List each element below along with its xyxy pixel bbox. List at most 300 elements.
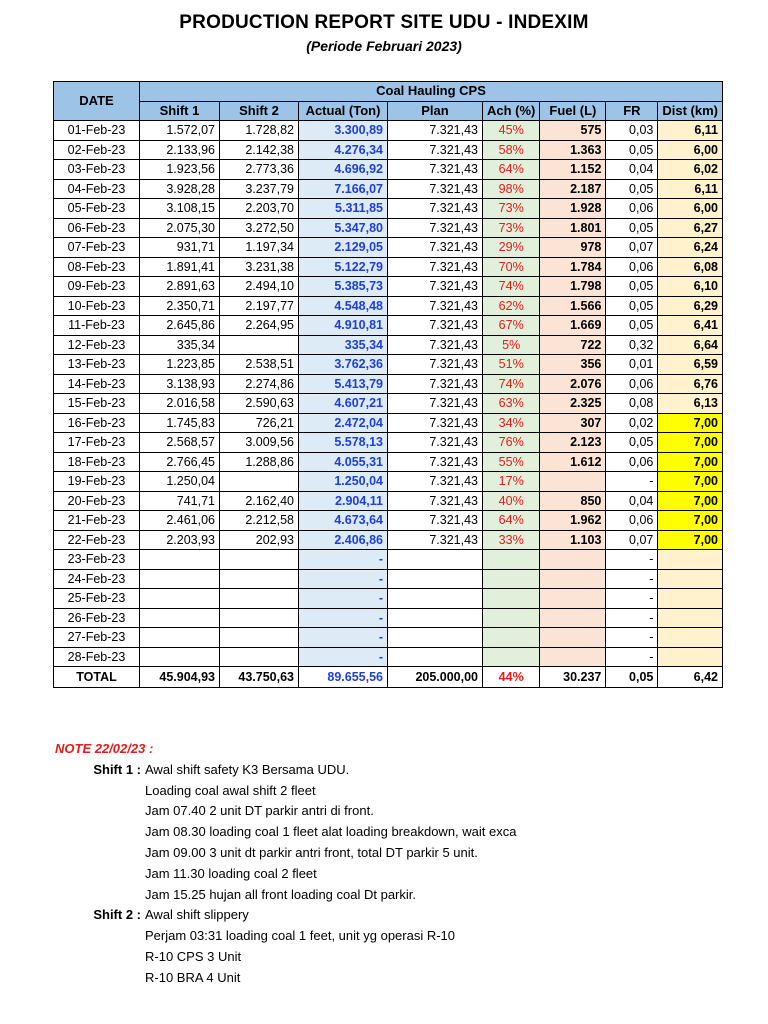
cell-date: 24-Feb-23 [54, 569, 140, 589]
notes-section [55, 739, 516, 989]
cell-date: 16-Feb-23 [54, 413, 140, 433]
cell-shift1: 1.572,07 [140, 121, 220, 141]
shift1-label: Shift 1 : [93, 761, 141, 777]
cell-dist: 6,00 [658, 140, 723, 160]
shift2-note [55, 905, 516, 988]
cell-fuel: 1.669 [540, 316, 606, 336]
cell-actual: 4.276,34 [299, 140, 388, 160]
cell-ach: 74% [483, 277, 540, 297]
cell-fr: 0,06 [606, 452, 658, 472]
cell-plan: 7.321,43 [388, 257, 483, 277]
total-label: TOTAL [54, 667, 140, 688]
shift2-label: Shift 2 : [93, 907, 141, 923]
cell-shift2: 1.288,86 [220, 452, 299, 472]
cell-actual: 5.578,13 [299, 433, 388, 453]
cell-shift2: 2.773,36 [220, 160, 299, 180]
cell-shift2 [220, 589, 299, 609]
cell-date: 27-Feb-23 [54, 628, 140, 648]
table-row [54, 335, 723, 355]
cell-ach [483, 608, 540, 628]
cell-date: 21-Feb-23 [54, 511, 140, 531]
cell-actual: 5.311,85 [299, 199, 388, 219]
cell-ach: 29% [483, 238, 540, 258]
cell-date: 08-Feb-23 [54, 257, 140, 277]
table-row [54, 550, 723, 570]
cell-fr: 0,06 [606, 511, 658, 531]
cell-ach: 73% [483, 218, 540, 238]
table-row [54, 647, 723, 667]
cell-shift1: 2.350,71 [140, 296, 220, 316]
cell-fr: 0,01 [606, 355, 658, 375]
cell-shift1: 335,34 [140, 335, 220, 355]
cell-fr: 0,04 [606, 160, 658, 180]
cell-fr: - [606, 472, 658, 492]
cell-shift2 [220, 335, 299, 355]
cell-shift2: 3.272,50 [220, 218, 299, 238]
cell-date: 26-Feb-23 [54, 608, 140, 628]
cell-fuel: 356 [540, 355, 606, 375]
cell-date: 06-Feb-23 [54, 218, 140, 238]
table-row [54, 355, 723, 375]
col-header-actual: Actual (Ton) [299, 101, 388, 121]
cell-dist [658, 647, 723, 667]
cell-plan [388, 628, 483, 648]
table-row [54, 121, 723, 141]
cell-ach: 76% [483, 433, 540, 453]
cell-fuel: 1.784 [540, 257, 606, 277]
cell-plan: 7.321,43 [388, 491, 483, 511]
shift1-note [55, 760, 516, 906]
cell-fuel [540, 550, 606, 570]
cell-ach: 73% [483, 199, 540, 219]
cell-plan: 7.321,43 [388, 277, 483, 297]
cell-actual: 4.548,48 [299, 296, 388, 316]
cell-shift1: 3.108,15 [140, 199, 220, 219]
cell-ach [483, 550, 540, 570]
cell-shift2: 202,93 [220, 530, 299, 550]
cell-shift2: 2.494,10 [220, 277, 299, 297]
cell-dist: 6,41 [658, 316, 723, 336]
cell-fuel [540, 647, 606, 667]
cell-ach: 70% [483, 257, 540, 277]
cell-shift1 [140, 628, 220, 648]
cell-ach: 45% [483, 121, 540, 141]
table-row [54, 491, 723, 511]
cell-shift1: 1.223,85 [140, 355, 220, 375]
cell-fuel: 722 [540, 335, 606, 355]
cell-dist: 6,11 [658, 121, 723, 141]
table-row [54, 199, 723, 219]
cell-dist: 6,11 [658, 179, 723, 199]
cell-date: 14-Feb-23 [54, 374, 140, 394]
cell-actual: 5.413,79 [299, 374, 388, 394]
cell-shift2: 2.197,77 [220, 296, 299, 316]
cell-shift2: 2.274,86 [220, 374, 299, 394]
table-row [54, 608, 723, 628]
cell-shift2 [220, 569, 299, 589]
cell-plan: 7.321,43 [388, 394, 483, 414]
total-shift1: 45.904,93 [140, 667, 220, 688]
cell-fuel: 575 [540, 121, 606, 141]
cell-fr: 0,05 [606, 433, 658, 453]
cell-shift1: 2.766,45 [140, 452, 220, 472]
cell-fuel: 1.152 [540, 160, 606, 180]
cell-date: 15-Feb-23 [54, 394, 140, 414]
cell-fr: 0,02 [606, 413, 658, 433]
cell-fuel: 307 [540, 413, 606, 433]
cell-shift1 [140, 569, 220, 589]
cell-actual: 4.673,64 [299, 511, 388, 531]
cell-actual: 5.347,80 [299, 218, 388, 238]
cell-shift2: 3.009,56 [220, 433, 299, 453]
cell-dist: 6,64 [658, 335, 723, 355]
cell-fuel [540, 608, 606, 628]
cell-dist: 6,59 [658, 355, 723, 375]
cell-shift2: 1.728,82 [220, 121, 299, 141]
cell-fuel: 978 [540, 238, 606, 258]
col-header-shift2: Shift 2 [220, 101, 299, 121]
cell-date: 12-Feb-23 [54, 335, 140, 355]
cell-dist: 6,76 [658, 374, 723, 394]
cell-actual: - [299, 589, 388, 609]
cell-shift1 [140, 647, 220, 667]
total-fr: 0,05 [606, 667, 658, 688]
cell-plan [388, 647, 483, 667]
cell-fuel: 1.566 [540, 296, 606, 316]
cell-shift2: 2.590,63 [220, 394, 299, 414]
shift2-note-line: R-10 CPS 3 Unit [145, 948, 242, 964]
cell-dist: 6,29 [658, 296, 723, 316]
cell-shift1: 2.075,30 [140, 218, 220, 238]
cell-ach: 55% [483, 452, 540, 472]
cell-dist [658, 550, 723, 570]
total-actual: 89.655,56 [299, 667, 388, 688]
cell-shift2 [220, 647, 299, 667]
cell-actual: - [299, 608, 388, 628]
shift1-note-line: Jam 07.40 2 unit DT parkir antri di front. [145, 803, 374, 819]
cell-dist: 7,00 [658, 413, 723, 433]
col-header-dist: Dist (km) [658, 101, 723, 121]
cell-plan: 7.321,43 [388, 140, 483, 160]
cell-fr: - [606, 608, 658, 628]
cell-fuel: 1.103 [540, 530, 606, 550]
cell-fuel: 1.363 [540, 140, 606, 160]
cell-fuel [540, 472, 606, 492]
cell-fr: 0,03 [606, 121, 658, 141]
cell-date: 04-Feb-23 [54, 179, 140, 199]
cell-ach: 58% [483, 140, 540, 160]
cell-date: 20-Feb-23 [54, 491, 140, 511]
cell-date: 19-Feb-23 [54, 472, 140, 492]
cell-plan: 7.321,43 [388, 238, 483, 258]
cell-plan: 7.321,43 [388, 355, 483, 375]
cell-ach: 74% [483, 374, 540, 394]
total-plan: 205.000,00 [388, 667, 483, 688]
cell-date: 23-Feb-23 [54, 550, 140, 570]
shift2-note-line: Awal shift slippery [145, 907, 249, 923]
cell-shift1: 1.891,41 [140, 257, 220, 277]
cell-actual: 2.472,04 [299, 413, 388, 433]
cell-fr: 0,05 [606, 218, 658, 238]
cell-ach: 62% [483, 296, 540, 316]
cell-ach: 33% [483, 530, 540, 550]
cell-plan [388, 550, 483, 570]
cell-plan: 7.321,43 [388, 335, 483, 355]
shift1-note-line: Loading coal awal shift 2 fleet [145, 782, 316, 798]
table-row [54, 589, 723, 609]
cell-date: 07-Feb-23 [54, 238, 140, 258]
shift2-note-line: R-10 BRA 4 Unit [145, 969, 241, 985]
col-header-ach: Ach (%) [483, 101, 540, 121]
cell-dist: 6,02 [658, 160, 723, 180]
cell-fuel: 850 [540, 491, 606, 511]
shift1-note-line: Jam 11.30 loading coal 2 fleet [145, 865, 317, 881]
cell-dist: 6,00 [658, 199, 723, 219]
shift1-note-line: Jam 09.00 3 unit dt parkir antri front, total DT parkir 5 unit. [145, 844, 478, 860]
cell-plan: 7.321,43 [388, 413, 483, 433]
cell-ach [483, 647, 540, 667]
cell-plan [388, 608, 483, 628]
cell-fuel: 1.612 [540, 452, 606, 472]
cell-plan: 7.321,43 [388, 452, 483, 472]
cell-date: 11-Feb-23 [54, 316, 140, 336]
cell-shift1: 931,71 [140, 238, 220, 258]
cell-dist: 6,24 [658, 238, 723, 258]
cell-date: 17-Feb-23 [54, 433, 140, 453]
report-period: (Periode Februari 2023) [306, 38, 462, 54]
cell-shift2: 2.212,58 [220, 511, 299, 531]
cell-fuel [540, 569, 606, 589]
shift2-lines [145, 905, 455, 988]
cell-actual: 2.904,11 [299, 491, 388, 511]
cell-ach: 64% [483, 511, 540, 531]
cell-fr: - [606, 628, 658, 648]
cell-dist: 7,00 [658, 452, 723, 472]
cell-shift1: 2.133,96 [140, 140, 220, 160]
cell-fr: 0,05 [606, 140, 658, 160]
cell-shift2: 726,21 [220, 413, 299, 433]
cell-ach [483, 569, 540, 589]
cell-actual: 4.696,92 [299, 160, 388, 180]
cell-fuel: 2.123 [540, 433, 606, 453]
table-row [54, 452, 723, 472]
cell-dist: 7,00 [658, 472, 723, 492]
col-header-fr: FR [606, 101, 658, 121]
cell-fuel: 1.798 [540, 277, 606, 297]
cell-actual: 335,34 [299, 335, 388, 355]
cell-fr: 0,32 [606, 335, 658, 355]
cell-fr: 0,05 [606, 296, 658, 316]
cell-ach: 40% [483, 491, 540, 511]
cell-shift1: 2.203,93 [140, 530, 220, 550]
total-dist: 6,42 [658, 667, 723, 688]
cell-ach: 17% [483, 472, 540, 492]
cell-date: 09-Feb-23 [54, 277, 140, 297]
cell-shift2 [220, 628, 299, 648]
cell-plan [388, 589, 483, 609]
total-ach: 44% [483, 667, 540, 688]
cell-shift1: 1.250,04 [140, 472, 220, 492]
table-row [54, 238, 723, 258]
cell-plan: 7.321,43 [388, 530, 483, 550]
cell-plan: 7.321,43 [388, 374, 483, 394]
cell-shift2: 1.197,34 [220, 238, 299, 258]
cell-ach: 34% [483, 413, 540, 433]
cell-ach: 63% [483, 394, 540, 414]
date-header: DATE [54, 82, 140, 121]
total-shift2: 43.750,63 [220, 667, 299, 688]
cell-fr: 0,04 [606, 491, 658, 511]
cell-ach: 67% [483, 316, 540, 336]
cell-date: 05-Feb-23 [54, 199, 140, 219]
cell-plan: 7.321,43 [388, 218, 483, 238]
table-row [54, 218, 723, 238]
table-row [54, 296, 723, 316]
cell-shift1: 1.745,83 [140, 413, 220, 433]
cell-plan: 7.321,43 [388, 296, 483, 316]
table-row [54, 316, 723, 336]
cell-actual: 3.762,36 [299, 355, 388, 375]
cell-plan: 7.321,43 [388, 121, 483, 141]
col-header-fuel: Fuel (L) [540, 101, 606, 121]
table-row [54, 257, 723, 277]
table-row [54, 511, 723, 531]
cell-fr: 0,06 [606, 374, 658, 394]
cell-dist: 6,27 [658, 218, 723, 238]
cell-ach: 5% [483, 335, 540, 355]
cell-date: 22-Feb-23 [54, 530, 140, 550]
shift1-note-line: Awal shift safety K3 Bersama UDU. [145, 761, 350, 777]
column-headers [54, 101, 723, 121]
table-body [54, 121, 723, 688]
cell-shift1: 2.016,58 [140, 394, 220, 414]
cell-fuel: 2.325 [540, 394, 606, 414]
cell-dist [658, 628, 723, 648]
cell-plan: 7.321,43 [388, 511, 483, 531]
cell-shift1: 741,71 [140, 491, 220, 511]
cell-shift2 [220, 472, 299, 492]
cell-actual: - [299, 628, 388, 648]
cell-fuel: 2.076 [540, 374, 606, 394]
shift1-note-line: Jam 15.25 hujan all front loading coal Dt parkir. [145, 886, 416, 902]
cell-date: 25-Feb-23 [54, 589, 140, 609]
shift1-lines [145, 760, 516, 906]
cell-dist [658, 589, 723, 609]
cell-fuel [540, 628, 606, 648]
cell-ach [483, 628, 540, 648]
cell-ach: 51% [483, 355, 540, 375]
cell-plan: 7.321,43 [388, 199, 483, 219]
cell-actual: - [299, 550, 388, 570]
cell-ach [483, 589, 540, 609]
cell-fr: - [606, 550, 658, 570]
report-title: PRODUCTION REPORT SITE UDU - INDEXIM [179, 12, 589, 33]
cell-shift1: 3.928,28 [140, 179, 220, 199]
cell-fr: - [606, 569, 658, 589]
cell-ach: 64% [483, 160, 540, 180]
cell-shift1 [140, 550, 220, 570]
table-row [54, 433, 723, 453]
cell-shift2: 2.203,70 [220, 199, 299, 219]
cell-shift1: 2.645,86 [140, 316, 220, 336]
cell-dist: 7,00 [658, 491, 723, 511]
cell-fuel: 2.187 [540, 179, 606, 199]
total-fuel: 30.237 [540, 667, 606, 688]
cell-fr: - [606, 647, 658, 667]
cell-fr: 0,05 [606, 277, 658, 297]
shift1-note-line: Jam 08.30 loading coal 1 fleet alat loading breakdown, wait exca [145, 824, 517, 840]
table-row [54, 374, 723, 394]
cell-fr: 0,08 [606, 394, 658, 414]
table-row [54, 394, 723, 414]
cell-actual: 2.406,86 [299, 530, 388, 550]
cell-fuel: 1.928 [540, 199, 606, 219]
cell-actual: 2.129,05 [299, 238, 388, 258]
cell-date: 02-Feb-23 [54, 140, 140, 160]
cell-actual: 7.166,07 [299, 179, 388, 199]
cell-ach: 98% [483, 179, 540, 199]
cell-shift2 [220, 550, 299, 570]
table-row [54, 277, 723, 297]
cell-shift1: 1.923,56 [140, 160, 220, 180]
cell-date: 10-Feb-23 [54, 296, 140, 316]
cell-plan: 7.321,43 [388, 472, 483, 492]
cell-fuel [540, 589, 606, 609]
cell-actual: 4.055,31 [299, 452, 388, 472]
shift2-note-line: Perjam 03:31 loading coal 1 feet, unit yg operasi R-10 [145, 928, 456, 944]
cell-fuel: 1.962 [540, 511, 606, 531]
cell-date: 28-Feb-23 [54, 647, 140, 667]
cell-shift2: 2.142,38 [220, 140, 299, 160]
cell-actual: 5.122,79 [299, 257, 388, 277]
cell-shift1: 3.138,93 [140, 374, 220, 394]
cell-date: 13-Feb-23 [54, 355, 140, 375]
cell-shift2: 3.231,38 [220, 257, 299, 277]
note-title: NOTE 22/02/23 : [55, 741, 154, 756]
cell-plan: 7.321,43 [388, 433, 483, 453]
table-row [54, 569, 723, 589]
cell-actual: - [299, 569, 388, 589]
table-row [54, 472, 723, 492]
cell-fr: 0,07 [606, 238, 658, 258]
cell-plan: 7.321,43 [388, 179, 483, 199]
cell-plan: 7.321,43 [388, 316, 483, 336]
table-row [54, 413, 723, 433]
cell-shift1: 2.461,06 [140, 511, 220, 531]
cell-plan: 7.321,43 [388, 160, 483, 180]
cell-dist: 6,08 [658, 257, 723, 277]
cell-fr: - [606, 589, 658, 609]
cell-shift2: 2.538,51 [220, 355, 299, 375]
table-row [54, 628, 723, 648]
cell-date: 03-Feb-23 [54, 160, 140, 180]
cell-dist [658, 608, 723, 628]
cell-fr: 0,07 [606, 530, 658, 550]
cell-fr: 0,06 [606, 257, 658, 277]
cell-fuel: 1.801 [540, 218, 606, 238]
cell-plan [388, 569, 483, 589]
cell-shift1: 2.891,63 [140, 277, 220, 297]
cell-dist [658, 569, 723, 589]
cell-actual: 4.910,81 [299, 316, 388, 336]
total-row [54, 667, 723, 688]
cell-fr: 0,05 [606, 316, 658, 336]
cell-actual: 4.607,21 [299, 394, 388, 414]
cell-date: 18-Feb-23 [54, 452, 140, 472]
cell-actual: 3.300,89 [299, 121, 388, 141]
cell-actual: - [299, 647, 388, 667]
cell-fr: 0,05 [606, 179, 658, 199]
